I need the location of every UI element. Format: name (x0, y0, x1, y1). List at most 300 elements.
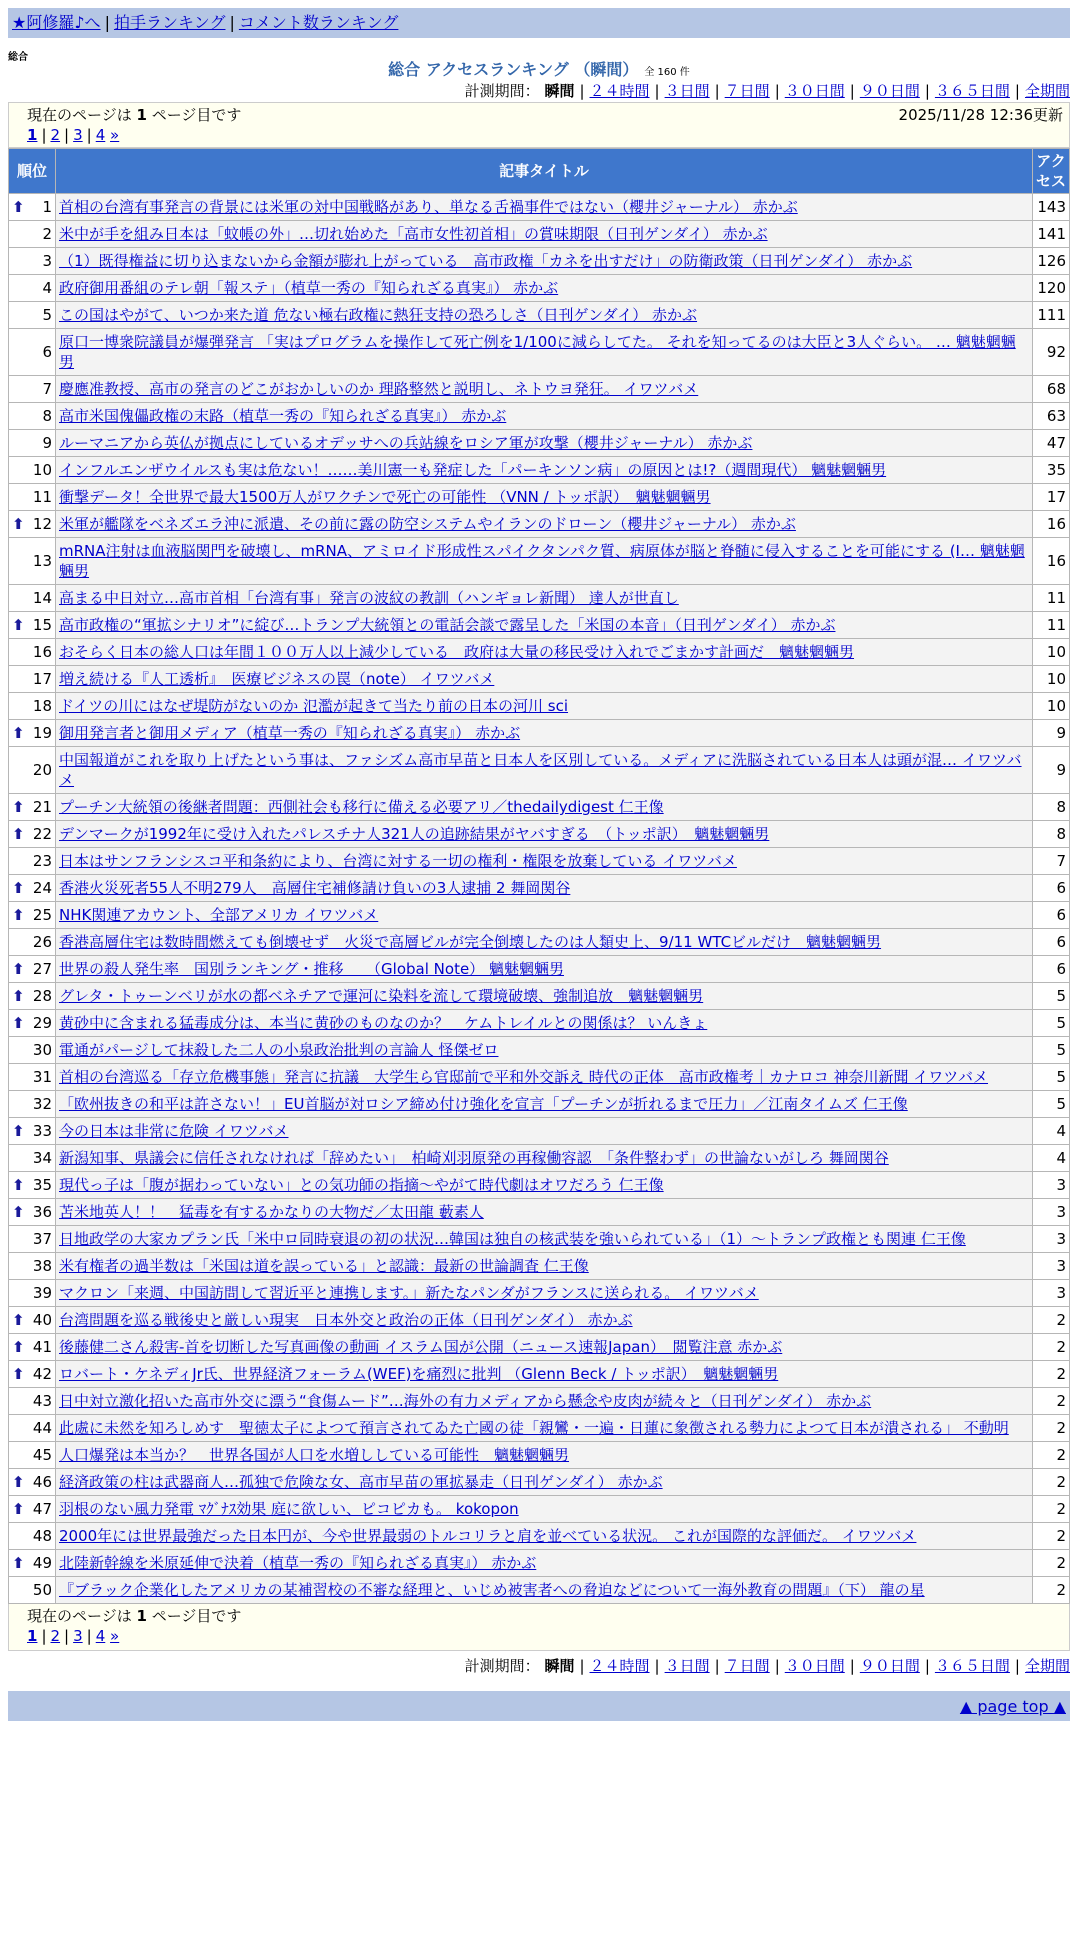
rank-number: 38 (32, 1257, 52, 1275)
table-row (9, 983, 1069, 1009)
page-info-box (8, 102, 1070, 148)
current-page-text: 現在のページは 1 ページ目です (27, 106, 242, 124)
article-link[interactable]: 北陸新幹線を米原延伸で決着（植草一秀の『知られざる真実』） 赤かぶ (59, 1554, 537, 1572)
article-link[interactable]: 高市米国傀儡政権の末路（植草一秀の『知られざる真実』） 赤かぶ (59, 407, 507, 425)
arrow-up-icon: ⬆ (12, 1473, 25, 1491)
pager-top: 1 | 2 | 3 | 4 » (27, 126, 120, 144)
access-count: 3 (1033, 1172, 1069, 1198)
article-link[interactable]: 御用発言者と御用メディア（植草一秀の『知られざる真実』） 赤かぶ (59, 724, 521, 742)
access-count: 11 (1033, 585, 1069, 611)
access-count: 68 (1033, 376, 1069, 402)
arrow-up-icon: ⬆ (12, 1365, 25, 1383)
access-count: 5 (1033, 1010, 1069, 1036)
rank-cell (9, 1496, 55, 1522)
rank-number: 37 (32, 1230, 52, 1248)
header-title: 記事タイトル (56, 149, 1032, 193)
table-row (9, 1496, 1069, 1522)
title-cell (56, 403, 1032, 429)
period-link-7d[interactable]: ７日間 (724, 1657, 770, 1675)
title-cell (56, 1172, 1032, 1198)
title-cell (56, 1037, 1032, 1063)
rank-number: 1 (42, 198, 52, 216)
rank-number: 21 (32, 798, 52, 816)
rank-number: 39 (32, 1284, 52, 1302)
title-cell (56, 1064, 1032, 1090)
rank-number: 34 (32, 1149, 52, 1167)
table-row (9, 875, 1069, 901)
home-link[interactable]: ★阿修羅♪へ (12, 13, 101, 32)
rank-number: 29 (32, 1014, 52, 1032)
page-info-box-bottom (8, 1604, 1070, 1651)
rank-number: 47 (32, 1500, 52, 1518)
title-cell (56, 1199, 1032, 1225)
title-cell (56, 902, 1032, 928)
table-row (9, 376, 1069, 402)
rank-number: 10 (32, 461, 52, 479)
title-cell (56, 1523, 1032, 1549)
page (8, 8, 1070, 1721)
article-link[interactable]: 新潟知事、県議会に信任されなければ「辞めたい」 柏崎刈羽原発の再稼働容認 「条件整わず」の世論ないがしろ 舞岡関谷 (59, 1149, 889, 1167)
table-row (9, 1199, 1069, 1225)
title-cell (56, 1442, 1032, 1468)
article-link[interactable]: 2000年には世界最強だった日本円が、今や世界最弱のトルコリラと肩を並べている状況。 これが国際的な評価だ。 イワツバメ (59, 1527, 917, 1545)
rank-number: 3 (42, 252, 52, 270)
rank-cell (9, 1442, 55, 1468)
arrow-up-icon: ⬆ (12, 724, 25, 742)
article-link[interactable]: 日中対立激化招いた高市外交に漂う“食傷ムード”…海外の有力メディアから懸念や皮肉が続々と（日刊ゲンダイ） 赤かぶ (59, 1392, 872, 1410)
rank-cell (9, 848, 55, 874)
page-top-link[interactable]: ▲ page top ▲ (959, 1697, 1066, 1716)
access-count: 2 (1033, 1577, 1069, 1603)
period-link-30d[interactable]: ３０日間 (784, 82, 845, 100)
title-cell (56, 929, 1032, 955)
article-link[interactable]: 苫米地英人！！ 猛毒を有するかなりの大物だ／太田龍 藪素人 (59, 1203, 484, 1221)
rank-number: 48 (32, 1527, 52, 1545)
access-count: 8 (1033, 821, 1069, 847)
title-cell (56, 1388, 1032, 1414)
rank-number: 20 (32, 761, 52, 779)
article-link[interactable]: 政府御用番組のテレ朝「報ステ」（植草一秀の『知られざる真実』） 赤かぶ (59, 279, 559, 297)
period-link-90d[interactable]: ９０日間 (859, 82, 920, 100)
page-link-3[interactable]: 3 (73, 1627, 83, 1645)
access-count: 11 (1033, 612, 1069, 638)
article-link[interactable]: インフルエンザウイルスも実は危ない！……美川憲一も発症した「パーキンソン病」の原因とは!?（週間現代） 魑魅魍魎男 (59, 461, 887, 479)
ranking-title-row (8, 60, 1070, 80)
article-link[interactable]: 黄砂中に含まれる猛毒成分は、本当に黄砂のものなのか？ ケムトレイルとの関係は？ いんきょ (59, 1014, 708, 1032)
rank-cell (9, 275, 55, 301)
table-row (9, 538, 1069, 584)
title-cell (56, 1091, 1032, 1117)
article-link[interactable]: 中国報道がこれを取り上げたという事は、ファシズム高市早苗と日本人を区別している。メディアに洗脳されている日本人は頭が混… イワツバメ (59, 751, 1022, 789)
table-row (9, 1037, 1069, 1063)
access-count: 126 (1033, 248, 1069, 274)
rank-number: 41 (32, 1338, 52, 1356)
rank-cell (9, 1091, 55, 1117)
article-link[interactable]: 慶應准教授、高市の発言のどこがおかしいのか 理路整然と説明し、ネトウヨ発狂。 イワツバメ (59, 380, 699, 398)
rank-number: 30 (32, 1041, 52, 1059)
rank-cell (9, 821, 55, 847)
table-row (9, 821, 1069, 847)
access-count: 9 (1033, 747, 1069, 793)
period-nav-bottom: 計測期間： 瞬間 | ２４時間 | ３日間 | ７日間 | ３０日間 | ９０日間 | ３６５日間 | 全期間 (464, 1657, 1070, 1675)
access-count: 2 (1033, 1496, 1069, 1522)
arrow-up-icon: ⬆ (12, 1554, 25, 1572)
title-cell (56, 1145, 1032, 1171)
period-label: 計測期間： (464, 1657, 540, 1675)
rank-cell (9, 1577, 55, 1603)
table-row (9, 612, 1069, 638)
article-link[interactable]: 後藤健二さん殺害-首を切断した写真画像の動画 イスラム国が公開（ニュース速報Japan） 閲覧注意 赤かぶ (59, 1338, 783, 1356)
arrow-up-icon: ⬆ (12, 515, 25, 533)
table-row (9, 1334, 1069, 1360)
arrow-up-icon: ⬆ (12, 987, 25, 1005)
access-count: 17 (1033, 484, 1069, 510)
article-link[interactable]: 此處に未然を知ろしめす 聖徳太子によつて預言されてゐた亡國の徒「親鸞・一遍・日蓮に象徴される勢力によつて日本が潰される」 不動明 (59, 1419, 1009, 1437)
rank-cell (9, 1172, 55, 1198)
title-cell (56, 430, 1032, 456)
period-link-365d[interactable]: ３６５日間 (934, 1657, 1010, 1675)
table-row (9, 484, 1069, 510)
rank-cell (9, 1334, 55, 1360)
title-cell (56, 1361, 1032, 1387)
article-link[interactable]: 首相の台湾巡る「存立危機事態」発言に抗議 大学生ら官邸前で平和外交訴え 時代の正体 高市政権考｜カナロコ 神奈川新聞 イワツバメ (59, 1068, 989, 1086)
access-count: 5 (1033, 983, 1069, 1009)
period-link-90d[interactable]: ９０日間 (859, 1657, 920, 1675)
access-count: 16 (1033, 538, 1069, 584)
access-count: 143 (1033, 194, 1069, 220)
article-link[interactable]: 米軍が艦隊をベネズエラ沖に派遣、その前に露の防空システムやイランのドローン（櫻井ジャーナル） 赤かぶ (59, 515, 796, 533)
rank-cell (9, 612, 55, 638)
next-page-link[interactable]: » (110, 126, 120, 144)
article-link[interactable]: デンマークが1992年に受け入れたパレスチナ人321人の追跡結果がヤバすぎる （トッポ訳） 魑魅魍魎男 (59, 825, 770, 843)
table-row (9, 1091, 1069, 1117)
page-link-4[interactable]: 4 (95, 126, 106, 144)
article-link[interactable]: 高まる中日対立…高市首相「台湾有事」発言の波紋の教訓（ハンギョレ新聞） 達人が世直し (59, 589, 679, 607)
rank-cell (9, 511, 55, 537)
article-link[interactable]: 米中が手を組み日本は「蚊帳の外」…切れ始めた「高市女性初首相」の賞味期限（日刊ゲンダイ） 赤かぶ (59, 225, 768, 243)
title-cell (56, 747, 1032, 793)
article-link[interactable]: （1）既得権益に切り込まないから金額が膨れ上がっている 高市政権「カネを出すだけ」の防衛政策（日刊ゲンダイ） 赤かぶ (59, 252, 913, 270)
title-cell (56, 821, 1032, 847)
rank-cell (9, 248, 55, 274)
table-row (9, 1415, 1069, 1441)
rank-cell (9, 1388, 55, 1414)
title-cell (56, 1550, 1032, 1576)
article-link[interactable]: 羽根のない風力発電 ﾏｸﾞﾅｽ効果 庭に欲しい、ピコピカも。 kokopon (59, 1500, 519, 1518)
title-cell (56, 221, 1032, 247)
period-current: 瞬間 (544, 82, 575, 100)
article-link[interactable]: マクロン「来週、中国訪問して習近平と連携します。」新たなパンダがフランスに送られる。 イワツバメ (59, 1284, 759, 1302)
period-link-all[interactable]: 全期間 (1024, 82, 1070, 100)
comment-ranking-link[interactable]: コメント数ランキング (238, 13, 399, 32)
page-link-4[interactable]: 4 (95, 1627, 106, 1645)
access-count: 4 (1033, 1118, 1069, 1144)
title-cell (56, 1253, 1032, 1279)
access-count: 3 (1033, 1253, 1069, 1279)
rank-number: 2 (42, 225, 52, 243)
title-cell (56, 720, 1032, 746)
rank-cell (9, 1037, 55, 1063)
title-cell (56, 585, 1032, 611)
title-cell (56, 275, 1032, 301)
table-row (9, 1577, 1069, 1603)
article-link[interactable]: NHK関連アカウント、全部アメリカ イワツバメ (59, 906, 379, 924)
table-row (9, 585, 1069, 611)
rank-cell (9, 666, 55, 692)
rank-cell (9, 376, 55, 402)
article-link[interactable]: 人口爆発は本当か？ 世界各国が人口を水増ししている可能性 魑魅魍魎男 (59, 1446, 570, 1464)
rank-cell (9, 1550, 55, 1576)
access-count: 3 (1033, 1280, 1069, 1306)
access-count: 4 (1033, 1145, 1069, 1171)
table-row (9, 1010, 1069, 1036)
table-row (9, 1307, 1069, 1333)
table-row (9, 1226, 1069, 1252)
access-count: 5 (1033, 1091, 1069, 1117)
arrow-up-icon: ⬆ (12, 1338, 25, 1356)
access-count: 6 (1033, 929, 1069, 955)
access-count: 3 (1033, 1199, 1069, 1225)
rank-cell (9, 956, 55, 982)
table-row (9, 1172, 1069, 1198)
access-count: 2 (1033, 1550, 1069, 1576)
rank-cell (9, 693, 55, 719)
title-cell (56, 302, 1032, 328)
rank-number: 35 (32, 1176, 52, 1194)
article-link[interactable]: 増え続ける『人工透析』 医療ビジネスの罠（note） イワツバメ (59, 670, 495, 688)
rank-number: 9 (42, 434, 52, 452)
article-link[interactable]: 衝撃データ！全世界で最大1500万人がワクチンで死亡の可能性 （VNN / トッポ訳） 魑魅魍魎男 (59, 488, 711, 506)
article-link[interactable]: 経済政策の柱は武器商人…孤独で危険な女、高市早苗の軍拡暴走（日刊ゲンダイ） 赤かぶ (59, 1473, 663, 1491)
page-link-2[interactable]: 2 (50, 126, 61, 144)
arrow-up-icon: ⬆ (12, 1014, 25, 1032)
period-link-24h[interactable]: ２４時間 (589, 1657, 650, 1675)
current-page-text-bottom: 現在のページは 1 ページ目です (27, 1607, 242, 1625)
article-link[interactable]: 世界の殺人発生率 国別ランキング・推移 （Global Note） 魑魅魍魎男 (59, 960, 564, 978)
clap-ranking-link[interactable]: 拍手ランキング (113, 13, 226, 32)
table-row (9, 457, 1069, 483)
table-row (9, 1550, 1069, 1576)
access-count: 5 (1033, 1064, 1069, 1090)
rank-number: 22 (32, 825, 52, 843)
rank-cell (9, 1469, 55, 1495)
table-row (9, 666, 1069, 692)
access-count: 16 (1033, 511, 1069, 537)
article-link[interactable]: 「欧州抜きの和平は許さない！」EU首脳が対ロシア締め付け強化を宣言「プーチンが折れるまで圧力」／江南タイムズ 仁王像 (59, 1095, 908, 1113)
rank-number: 4 (42, 279, 52, 297)
rank-number: 44 (32, 1419, 52, 1437)
header-rank: 順位 (9, 149, 55, 193)
article-link[interactable]: ドイツの川にはなぜ堤防がないのか 氾濫が起きて当たり前の日本の河川 sci (59, 697, 569, 715)
rank-number: 45 (32, 1446, 52, 1464)
table-row (9, 720, 1069, 746)
arrow-up-icon: ⬆ (12, 1122, 25, 1140)
article-link[interactable]: プーチン大統領の後継者問題：西側社会も移行に備える必要アリ／thedailydigest 仁王像 (59, 798, 664, 816)
period-nav-top: 計測期間： 瞬間 | ２４時間 | ３日間 | ７日間 | ３０日間 | ９０日間 | ３６５日間 | 全期間 (464, 82, 1070, 100)
title-cell (56, 956, 1032, 982)
rank-number: 14 (32, 589, 52, 607)
rank-number: 13 (32, 552, 52, 570)
title-cell (56, 848, 1032, 874)
title-cell (56, 511, 1032, 537)
title-cell (56, 794, 1032, 820)
rank-number: 7 (42, 380, 52, 398)
header-access: アクセス (1033, 149, 1069, 193)
table-row (9, 194, 1069, 220)
table-row (9, 1361, 1069, 1387)
title-cell (56, 1118, 1032, 1144)
rank-number: 31 (32, 1068, 52, 1086)
rank-cell (9, 538, 55, 584)
arrow-up-icon: ⬆ (12, 798, 25, 816)
table-row (9, 1442, 1069, 1468)
rank-cell (9, 221, 55, 247)
title-cell (56, 538, 1032, 584)
article-link[interactable]: 台湾問題を巡る戦後史と厳しい現実 日本外交と政治の正体（日刊ゲンダイ） 赤かぶ (59, 1311, 633, 1329)
page-link-1[interactable]: 1 (27, 1627, 38, 1645)
page-link-1[interactable]: 1 (27, 126, 38, 144)
access-count: 9 (1033, 720, 1069, 746)
article-link[interactable]: mRNA注射は血液脳関門を破壊し、mRNA、アミロイド形成性スパイクタンパク質、病原体が脳と脊髄に侵入することを可能にする (I… 魑魅魍魎男 (59, 542, 1025, 580)
table-row (9, 275, 1069, 301)
category-label: 総合 (8, 52, 28, 63)
rank-number: 25 (32, 906, 52, 924)
article-link[interactable]: 香港高層住宅は数時間燃えても倒壊せず 火災で高層ビルが完全倒壊したのは人類史上、9/11 WTCビルだけ 魑魅魍魎男 (59, 933, 882, 951)
rank-number: 42 (32, 1365, 52, 1383)
rank-number: 17 (32, 670, 52, 688)
page-link-3[interactable]: 3 (73, 126, 83, 144)
rank-number: 18 (32, 697, 52, 715)
table-row (9, 248, 1069, 274)
table-row (9, 329, 1069, 375)
rank-cell (9, 457, 55, 483)
period-link-all[interactable]: 全期間 (1024, 1657, 1070, 1675)
access-count: 111 (1033, 302, 1069, 328)
article-link[interactable]: 日地政学の大家カプラン氏「米中ロ同時衰退の初の状況…韓国は独自の核武装を強いられている」（1）〜トランプ政権とも関連 仁王像 (59, 1230, 966, 1248)
access-count: 2 (1033, 1469, 1069, 1495)
updated-timestamp: 2025/11/28 12:36更新 (898, 106, 1063, 124)
page-link-2[interactable]: 2 (50, 1627, 61, 1645)
rank-cell (9, 639, 55, 665)
period-label: 計測期間： (464, 82, 540, 100)
rank-number: 40 (32, 1311, 52, 1329)
access-count: 7 (1033, 848, 1069, 874)
rank-cell (9, 720, 55, 746)
article-link[interactable]: 現代っ子は「腹が据わっていない」との気功師の指摘〜やがて時代劇はオワだろう 仁王像 (59, 1176, 664, 1194)
access-count: 3 (1033, 1226, 1069, 1252)
period-link-7d[interactable]: ７日間 (724, 82, 770, 100)
article-link[interactable]: 日本はサンフランシスコ平和条約により、台湾に対する一切の権利・権限を放棄している イワツバメ (59, 852, 737, 870)
rank-cell (9, 1415, 55, 1441)
rank-cell (9, 902, 55, 928)
rank-number: 33 (32, 1122, 52, 1140)
title-cell (56, 875, 1032, 901)
article-link[interactable]: 高市政権の“軍拡シナリオ”に綻び…トランプ大統領との電話会談で露呈した「米国の本音」（日刊ゲンダイ） 赤かぶ (59, 616, 836, 634)
period-link-3d[interactable]: ３日間 (664, 82, 710, 100)
rank-number: 46 (32, 1473, 52, 1491)
access-count: 10 (1033, 693, 1069, 719)
title-cell (56, 484, 1032, 510)
title-cell (56, 1496, 1032, 1522)
rank-cell (9, 983, 55, 1009)
arrow-up-icon: ⬆ (12, 616, 25, 634)
access-count: 6 (1033, 875, 1069, 901)
rank-number: 23 (32, 852, 52, 870)
title-cell (56, 457, 1032, 483)
access-count: 10 (1033, 639, 1069, 665)
article-link[interactable]: おそらく日本の総人口は年間１００万人以上減少している 政府は大量の移民受け入れでごまかす計画だ 魑魅魍魎男 (59, 643, 855, 661)
table-row (9, 511, 1069, 537)
rank-number: 15 (32, 616, 52, 634)
table-row (9, 794, 1069, 820)
table-row (9, 693, 1069, 719)
table-row (9, 747, 1069, 793)
rank-cell (9, 1064, 55, 1090)
article-link[interactable]: 米有権者の過半数は「米国は道を誤っている」と認識：最新の世論調査 仁王像 (59, 1257, 589, 1275)
title-cell (56, 1010, 1032, 1036)
rank-number: 49 (32, 1554, 52, 1572)
rank-cell (9, 794, 55, 820)
arrow-up-icon: ⬆ (12, 1176, 25, 1194)
article-link[interactable]: グレタ・トゥーンベリが水の都ベネチアで運河に染料を流して環境破壊、強制追放 魑魅魍魎男 (59, 987, 704, 1005)
access-count: 47 (1033, 430, 1069, 456)
title-cell (56, 1307, 1032, 1333)
article-link[interactable]: 電通がパージして抹殺した二人の小泉政治批判の言論人 怪傑ゼロ (59, 1041, 499, 1059)
access-count: 8 (1033, 794, 1069, 820)
rank-cell (9, 484, 55, 510)
arrow-up-icon: ⬆ (12, 1203, 25, 1221)
access-count: 2 (1033, 1415, 1069, 1441)
article-link[interactable]: ロバート・ケネディJr氏、世界経済フォーラム(WEF)を痛烈に批判 （Glenn Beck / トッポ訳） 魑魅魍魎男 (59, 1365, 779, 1383)
table-row (9, 1253, 1069, 1279)
period-link-365d[interactable]: ３６５日間 (934, 82, 1010, 100)
period-link-3d[interactable]: ３日間 (664, 1657, 710, 1675)
rank-cell (9, 1118, 55, 1144)
rank-cell (9, 403, 55, 429)
article-link[interactable]: ルーマニアから英仏が拠点にしているオデッサへの兵站線をロシア軍が攻撃（櫻井ジャーナル） 赤かぶ (59, 434, 753, 452)
article-link[interactable]: 今の日本は非常に危険 イワツバメ (59, 1122, 289, 1140)
rank-number: 6 (42, 343, 52, 361)
total-count: 全 160 件 (644, 67, 690, 78)
rank-number: 11 (32, 488, 52, 506)
article-link[interactable]: 原口一博衆院議員が爆弾発言 「実はプログラムを操作して死亡例を1/100に減らしてた。 それを知ってるのは大臣と3人ぐらい。 … 魑魅魍魎男 (59, 333, 1016, 371)
period-link-24h[interactable]: ２４時間 (589, 82, 650, 100)
table-row (9, 902, 1069, 928)
rank-cell (9, 1253, 55, 1279)
article-link[interactable]: この国はやがて、いつか来た道 危ない極右政権に熱狂支持の恐ろしさ（日刊ゲンダイ） 赤かぶ (59, 306, 698, 324)
page-title: 総合 アクセスランキング （瞬間） (388, 60, 639, 79)
arrow-up-icon: ⬆ (12, 960, 25, 978)
article-link[interactable]: 『ブラック企業化したアメリカの某補習校の不審な経理と、いじめ被害者への脅迫などについて一海外教育の問題』（下） 龍の星 (59, 1581, 925, 1599)
pager-bottom: 1 | 2 | 3 | 4 » (27, 1627, 120, 1645)
access-count: 35 (1033, 457, 1069, 483)
table-row (9, 956, 1069, 982)
article-link[interactable]: 首相の台湾有事発言の背景には米軍の対中国戦略があり、単なる舌禍事件ではない（櫻井ジャーナル） 赤かぶ (59, 198, 798, 216)
rank-number: 24 (32, 879, 52, 897)
next-page-link[interactable]: » (110, 1627, 120, 1645)
rank-cell (9, 1199, 55, 1225)
table-row (9, 1064, 1069, 1090)
title-cell (56, 329, 1032, 375)
table-row (9, 221, 1069, 247)
arrow-up-icon: ⬆ (12, 906, 25, 924)
article-link[interactable]: 香港火災死者55人不明279人 高層住宅補修請け負いの3人逮捕 2 舞岡関谷 (59, 879, 571, 897)
rank-number: 26 (32, 933, 52, 951)
title-cell (56, 666, 1032, 692)
period-link-30d[interactable]: ３０日間 (784, 1657, 845, 1675)
rank-number: 36 (32, 1203, 52, 1221)
access-count: 2 (1033, 1388, 1069, 1414)
